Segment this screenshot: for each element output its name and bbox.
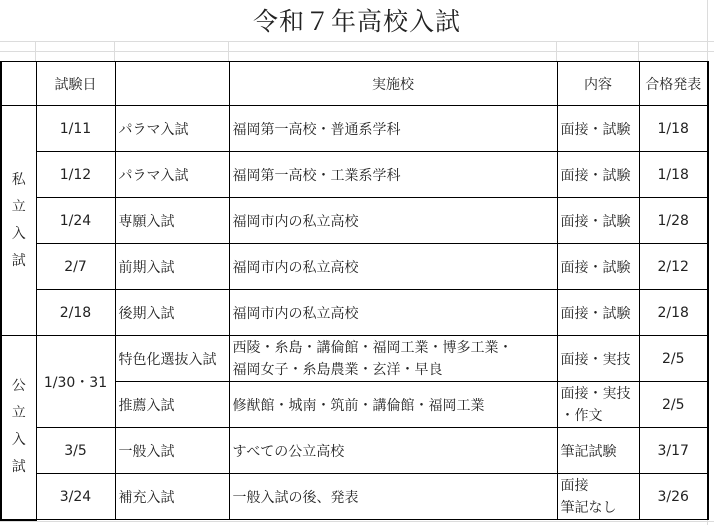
- table-row: [1, 336, 708, 382]
- exam-result: 1/28: [639, 198, 708, 244]
- exam-date: 3/24: [36, 474, 115, 520]
- exam-school: 福岡市内の私立高校: [229, 290, 557, 336]
- exam-school: 修猷館・城南・筑前・講倫館・福岡工業: [229, 382, 557, 428]
- exam-schedule-table: [0, 61, 709, 521]
- exam-result: 3/17: [639, 428, 708, 474]
- header-row: [1, 62, 708, 106]
- exam-date: 1/12: [36, 152, 115, 198]
- exam-date: 1/11: [36, 106, 115, 152]
- header-content: 内容: [557, 62, 639, 106]
- exam-school: 福岡市内の私立高校: [229, 198, 557, 244]
- exam-content: 面接・実技 ・作文: [557, 382, 639, 428]
- exam-result: 2/18: [639, 290, 708, 336]
- exam-content: 面接・試験: [557, 244, 639, 290]
- category-private: 私 立 入 試: [1, 106, 36, 336]
- table-row: [1, 290, 708, 336]
- exam-result: 1/18: [639, 152, 708, 198]
- exam-type: 後期入試: [115, 290, 229, 336]
- exam-content: 面接・試験: [557, 106, 639, 152]
- exam-school: 福岡市内の私立高校: [229, 244, 557, 290]
- exam-school: すべての公立高校: [229, 428, 557, 474]
- exam-content: 面接 筆記なし: [557, 474, 639, 520]
- table-row: [1, 198, 708, 244]
- exam-content: 面接・試験: [557, 152, 639, 198]
- header-corner: [1, 62, 36, 106]
- exam-content: 面接・試験: [557, 290, 639, 336]
- exam-result: 2/5: [639, 382, 708, 428]
- exam-school: 福岡第一高校・工業系学科: [229, 152, 557, 198]
- exam-school: 西陵・糸島・講倫館・福岡工業・博多工業・ 福岡女子・糸島農業・玄洋・早良: [229, 336, 557, 382]
- exam-date: 1/30・31: [36, 336, 115, 428]
- exam-date: 1/24: [36, 198, 115, 244]
- exam-type: 特色化選抜入試: [115, 336, 229, 382]
- exam-type: 推薦入試: [115, 382, 229, 428]
- exam-content: 面接・実技: [557, 336, 639, 382]
- exam-content: 筆記試験: [557, 428, 639, 474]
- exam-date: 2/7: [36, 244, 115, 290]
- exam-type: 補充入試: [115, 474, 229, 520]
- table-row: [1, 244, 708, 290]
- category-public: 公 立 入 試: [1, 336, 36, 520]
- exam-content: 面接・試験: [557, 198, 639, 244]
- table-row: [1, 428, 708, 474]
- exam-type: パラマ入試: [115, 152, 229, 198]
- exam-date: 2/18: [36, 290, 115, 336]
- exam-type: 前期入試: [115, 244, 229, 290]
- table-row: [1, 152, 708, 198]
- exam-type: 一般入試: [115, 428, 229, 474]
- exam-result: 1/18: [639, 106, 708, 152]
- exam-date: 3/5: [36, 428, 115, 474]
- page-title: 令和７年高校入試: [252, 7, 461, 36]
- table-row: [1, 474, 708, 520]
- exam-school: 福岡第一高校・普通系学科: [229, 106, 557, 152]
- exam-result: 3/26: [639, 474, 708, 520]
- exam-result: 2/12: [639, 244, 708, 290]
- header-date: 試験日: [36, 62, 115, 106]
- header-result: 合格発表: [639, 62, 708, 106]
- header-school: 実施校: [229, 62, 557, 106]
- exam-result: 2/5: [639, 336, 708, 382]
- exam-school: 一般入試の後、発表: [229, 474, 557, 520]
- table-row: [1, 106, 708, 152]
- exam-type: 専願入試: [115, 198, 229, 244]
- header-type: [115, 62, 229, 106]
- exam-type: パラマ入試: [115, 106, 229, 152]
